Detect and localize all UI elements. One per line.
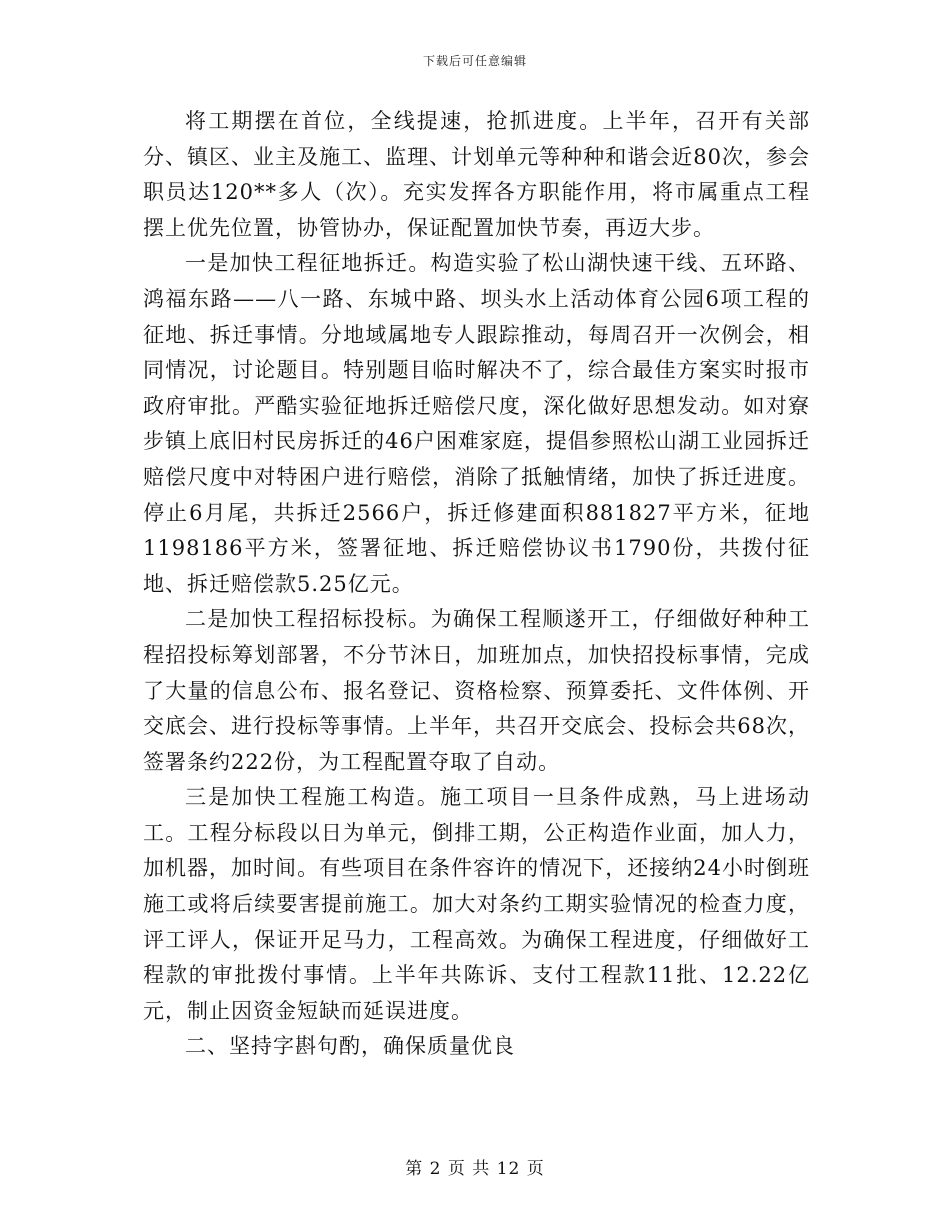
- page-header-note: 下载后可任意编辑: [422, 54, 527, 68]
- paragraph-schedule-priority: 将工期摆在首位，全线提速，抢抓进度。上半年，召开有关部分、镇区、业主及施工、监理、计划单元等种种和谐会近80次，参会职员达120**多人（次）。充实发挥各方职能作用，将市属重点工程摆上优先位置，协管协办，保证配置加快节奏，再迈大步。: [143, 109, 810, 240]
- paragraph-land-acquisition: 一是加快工程征地拆迁。构造实验了松山湖快速干线、五环路、鸿福东路——八一路、东城中路、坝头水上活动体育公园6项工程的征地、拆迁事情。分地域属地专人跟踪推动，每周召开一次例会，相同情况，讨论题目。特别题目临时解决不了，综合最佳方案实时报市政府审批。严酷实验征地拆迁赔偿尺度，深化做好思想发动。如对寮步镇上底旧村民房拆迁的46户困难家庭，提倡参照松山湖工业园拆迁赔偿尺度中对特困户进行赔偿，消除了抵触情绪，加快了拆迁进度。停止6月尾，共拆迁2566户，拆迁修建面积881827平方米，征地1198186平方米，签署征地、拆迁赔偿协议书1790份，共拨付征地、拆迁赔偿款5.25亿元。: [143, 251, 810, 596]
- page-footer: [0, 1154, 950, 1179]
- paragraph-bidding: 二是加快工程招标投标。为确保工程顺遂开工，仔细做好种种工程招投标筹划部署，不分节沐日，加班加点，加快招投标事情，完成了大量的信息公布、报名登记、资格检察、预算委托、文件体例、开交底会、进行投标等事情。上半年，共召开交底会、投标会共68次，签署条约222份，为工程配置夺取了自动。: [143, 607, 810, 774]
- document-body: [143, 104, 810, 1065]
- paragraph-construction: 三是加快工程施工构造。施工项目一旦条件成熟，马上进场动工。工程分标段以日为单元，倒排工期，公正构造作业面，加人力，加机器，加时间。有些项目在条件容许的情况下，还接纳24小时倒班施工或将后续要害提前施工。加大对条约工期实验情况的检查力度，评工评人，保证开足马力，工程高效。为确保工程进度，仔细做好工程款的审批拨付事情。上半年共陈诉、支付工程款11批、12.22亿元，制止因资金短缺而延误进度。: [143, 785, 810, 1023]
- section-heading-quality: 二、坚持字斟句酌，确保质量优良: [185, 1034, 515, 1059]
- page-number-label: 第 2 页 共 12 页: [405, 1159, 545, 1179]
